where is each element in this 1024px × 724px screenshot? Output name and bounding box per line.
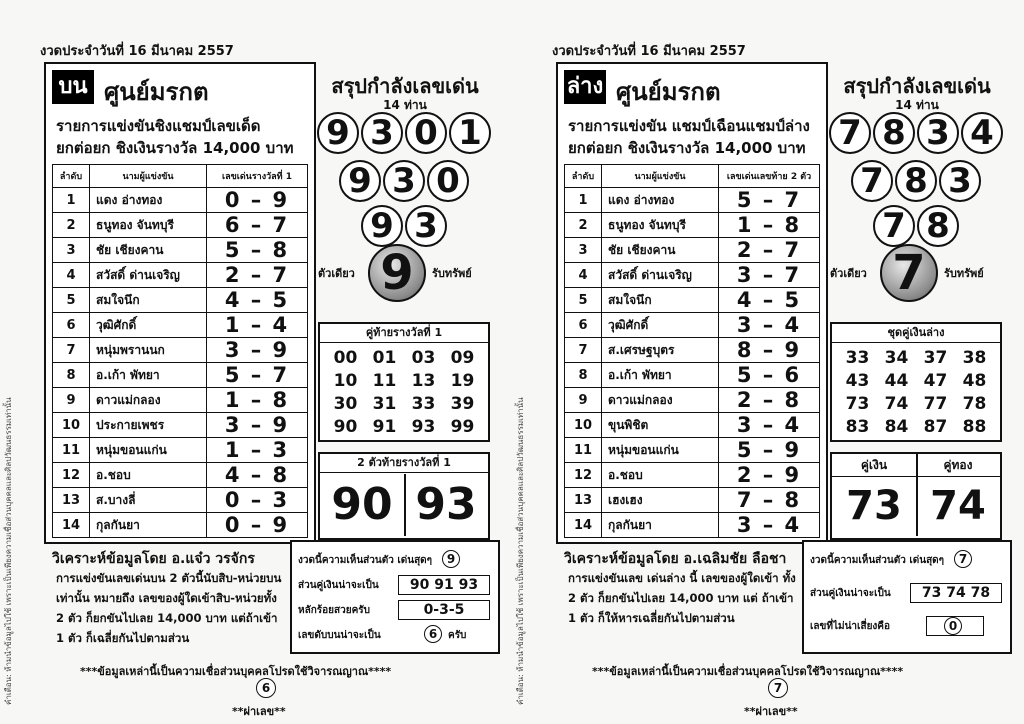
table-row [565,313,820,338]
grid-number: 43 [845,371,870,391]
table-row [53,413,308,438]
grid-number: 91 [372,417,397,437]
table-row [53,288,308,313]
tip-suffix: ครับ [448,630,467,641]
vertical-warning-note: คำเตือน: ห้ามนำข้อมูลไปใช้ เพราะเป็นเพียงความเชื่อส่วนบุคคลและศิลปวัฒนธรรมเท่านั้น [4,397,13,705]
table-row [53,238,308,263]
summary-count: 14 ท่าน [383,98,427,112]
row-number: 7 [53,338,90,363]
number-box-title: คู่ท้ายรางวัลที่ 1 [320,324,488,343]
row-number: 8 [53,363,90,388]
row-number: 5 [565,288,602,313]
contest-subtitle: รายการแข่งขัน แชมป์เฉือนแชมป์ล่าง [568,117,810,135]
table-row [53,388,308,413]
disclaimer: ***ข้อมูลเหล่านี้เป็นความเชื่อส่วนบุคคลโปรดใช้วิจารณญาณ**** [592,665,904,678]
contestant-pick: 2 – 9 [719,463,820,488]
grid-number: 13 [411,371,436,391]
contestant-pick: 3 – 7 [719,263,820,288]
pair-value: 90 [320,474,406,536]
tips-box [802,540,1012,654]
grid-number: 39 [450,394,475,414]
analysis-paragraph: การแข่งขันเลข เด่นล่าง นี้ เลขของผู้ใดเข้า ทั้ง 2 ตัว ก็ยกขันไปเลย 14,000 บาท แต่ ถ้าเข้า 1 ตัว ก็ให้หารเฉลี่ยกันไปตามส่วน [568,571,796,625]
contestant-pick: 7 – 8 [719,488,820,513]
pyramid-digit-ball: 4 [961,112,1003,154]
contestant-pick: 5 – 7 [207,363,308,388]
contestant-pick: 3 – 4 [719,413,820,438]
grid-number: 11 [372,371,397,391]
contestant-name: แดง อ่างทอง [90,188,207,213]
grid-number: 33 [411,394,436,414]
contestant-pick: 3 – 9 [207,413,308,438]
analysis-paragraph: การแข่งขันเลขเด่นบน 2 ตัวนี้นับสิบ-หน่วยบน เท่านั้น หมายถึง เลขของผู้ใดเข้าสิบ-หน่วยทั้ง 2 ตัว ก็ยกขันไปเลย 14,000 บาท แต่ถ้าเข้า 1 ตัว ก็เฉลี่ยกันไปตามส่วน [56,571,282,645]
contestant-name: ส.บางลี่ [90,488,207,513]
contest-prize-line: ยกต่อยก ชิงเงินรางวัล 14,000 บาท [568,139,806,157]
analysis-byline: วิเคราะห์ข้อมูลโดย อ.แจ๋ว วรจักร [52,551,255,567]
tip-label: งวดนี้ความเห็นส่วนตัว เด่นสุดๆ [298,555,433,566]
row-number: 4 [53,263,90,288]
pair-box-title: 2 ตัวท้ายรางวัลที่ 1 [320,454,488,473]
contestant-pick: 1 – 3 [207,438,308,463]
summary-title: สรุปกำลังเลขเด่น [843,74,991,98]
grid-number: 44 [884,371,909,391]
contestant-pick: 2 – 7 [719,238,820,263]
grid-number: 90 [333,417,358,437]
table-row [565,363,820,388]
pyramid-digit-ball: 1 [449,112,491,154]
pyramid-digit-ball: 7 [829,112,871,154]
section-tag: บน [52,70,94,104]
table-row [53,363,308,388]
row-number: 2 [565,213,602,238]
grid-number: 34 [884,348,909,368]
contestant-name: สวัสดิ์ ด่านเจริญ [90,263,207,288]
pyramid-digit-ball: 3 [939,160,981,202]
pyramid-digit-ball: 0 [427,160,469,202]
pyramid-digit-ball: 7 [873,205,915,247]
table-header-cell: เลขเด่นเลขท้าย 2 ตัว [719,165,820,188]
table-row [565,188,820,213]
pair-value: 74 [930,483,986,529]
row-number: 13 [565,488,602,513]
grid-number: 84 [884,417,909,437]
tip-label: ส่วนคู่เงินน่าจะเป็น [298,580,379,591]
table-row [53,463,308,488]
grid-number: 19 [450,371,475,391]
grid-number: 73 [845,394,870,414]
grid-number: 09 [450,348,475,368]
page-number: 6 [256,678,276,698]
row-number: 1 [53,188,90,213]
prize-label: รับทรัพย์ [432,267,472,280]
contestant-name: ส.เศรษฐบุตร [602,338,719,363]
grid-number: 03 [411,348,436,368]
row-number: 6 [53,313,90,338]
grid-number: 99 [450,417,475,437]
contestant-name: หนุ่มขอนแก่น [602,438,719,463]
vertical-warning-note: คำเตือน: ห้ามนำข้อมูลไปใช้ เพราะเป็นเพียงความเชื่อส่วนบุคคลและศิลปวัฒนธรรมเท่านั้น [516,397,525,705]
brand-footer: **ผ่าเลข** [232,705,286,718]
contest-prize-line: ยกต่อยก ชิงเงินรางวัล 14,000 บาท [56,139,294,157]
contestant-pick: 5 – 7 [719,188,820,213]
tip-label: งวดนี้ความเห็นส่วนตัว เด่นสุดๆ [810,555,945,566]
pyramid-digit-ball: 3 [917,112,959,154]
contestant-name: หนุ่มขอนแก่น [90,438,207,463]
solo-label: ตัวเดียว [318,267,355,280]
contestant-pick: 1 – 4 [207,313,308,338]
contestant-name: อ.ชอบ [90,463,207,488]
ranking-table [564,164,820,538]
contestant-name: ดาวแม่กลอง [602,388,719,413]
grid-number: 83 [845,417,870,437]
contestant-pick: 5 – 6 [719,363,820,388]
tip-label: หลักร้อยสวยครับ [298,605,370,616]
pair-head: คู่เงิน [832,454,918,477]
table-row [53,513,308,538]
table-header-cell: ลำดับ [53,165,90,188]
number-box-title: ชุดคู่เงินล่าง [832,324,1000,343]
contestant-pick: 0 – 3 [207,488,308,513]
row-number: 6 [565,313,602,338]
row-number: 7 [565,338,602,363]
pair-value: 93 [415,479,477,530]
pair-box [830,452,1002,540]
table-row [53,488,308,513]
page-number: 7 [768,678,788,698]
pyramid-digit-ball: 7 [851,160,893,202]
contestant-name: สวัสดิ์ ด่านเจริญ [602,263,719,288]
contestant-pick: 0 – 9 [207,188,308,213]
tip-label: ส่วนคู่เงินน่าจะเป็น [810,588,891,599]
table-row [53,313,308,338]
pair-head: คู่ทอง [916,454,1000,477]
tip-label: เลขดับบนน่าจะเป็น [298,630,381,641]
pyramid-digit-ball: 9 [361,205,403,247]
number-grid [832,343,1000,441]
summary-count: 14 ท่าน [895,98,939,112]
row-number: 12 [53,463,90,488]
pair-value: 73 [832,476,918,536]
contestant-name: เฮงเฮง [602,488,719,513]
row-number: 10 [53,413,90,438]
contestant-name: ธนูทอง จันทบุรี [90,213,207,238]
tip-box-value: 0-3-5 [398,600,490,620]
table-row [565,238,820,263]
contestant-pick: 4 – 5 [207,288,308,313]
contestant-pick: 5 – 8 [207,238,308,263]
contestant-name: ขุนพิชิต [602,413,719,438]
table-row [565,438,820,463]
row-number: 2 [53,213,90,238]
table-row [565,463,820,488]
contestant-name: อ.เก้า พัทยา [602,363,719,388]
row-number: 14 [565,513,602,538]
number-box [318,322,490,442]
tips-box [290,540,500,654]
grid-number: 00 [333,348,358,368]
contestant-name: ธนูทอง จันทบุรี [602,213,719,238]
grid-number: 87 [923,417,948,437]
center-name: ศูนย์มรกต [104,78,209,106]
grid-number: 01 [372,348,397,368]
center-name: ศูนย์มรกต [616,78,721,106]
issue-date: งวดประจำวันที่ 16 มีนาคม 2557 [552,44,746,59]
table-header-cell: เลขเด่นรางวัลที่ 1 [207,165,308,188]
grid-number: 74 [884,394,909,414]
contestant-pick: 3 – 4 [719,513,820,538]
contestant-pick: 1 – 8 [719,213,820,238]
solo-digit-ball: 9 [368,244,426,302]
contestant-name: หนุ่มพรานนก [90,338,207,363]
table-row [53,213,308,238]
table-row [565,513,820,538]
contestant-pick: 2 – 7 [207,263,308,288]
row-number: 8 [565,363,602,388]
pyramid-digit-ball: 8 [895,160,937,202]
issue-date: งวดประจำวันที่ 16 มีนาคม 2557 [40,44,234,59]
contestant-name: อ.ชอบ [602,463,719,488]
grid-number: 33 [845,348,870,368]
row-number: 14 [53,513,90,538]
table-row [565,263,820,288]
table-header-row [53,165,308,188]
tip-box-value: 90 91 93 [398,575,490,595]
grid-number: 77 [923,394,948,414]
grid-number: 31 [372,394,397,414]
contestant-pick: 0 – 9 [207,513,308,538]
grid-number: 37 [923,348,948,368]
contestant-name: ดาวแม่กลอง [90,388,207,413]
row-number: 1 [565,188,602,213]
contestant-name: วุฒิศักดิ์ [602,313,719,338]
pyramid-digit-ball: 3 [361,112,403,154]
row-number: 4 [565,263,602,288]
summary-title: สรุปกำลังเลขเด่น [331,74,479,98]
contestant-pick: 8 – 9 [719,338,820,363]
table-row [565,338,820,363]
contestant-name: ประกายเพชร [90,413,207,438]
contestant-name: กุลกันยา [90,513,207,538]
table-header-cell: ลำดับ [565,165,602,188]
row-number: 10 [565,413,602,438]
grid-number: 88 [962,417,987,437]
tip-ball-value: 9 [442,550,460,568]
disclaimer: ***ข้อมูลเหล่านี้เป็นความเชื่อส่วนบุคคลโปรดใช้วิจารณญาณ**** [80,665,392,678]
contestant-pick: 3 – 4 [719,313,820,338]
row-number: 12 [565,463,602,488]
row-number: 3 [565,238,602,263]
number-box [830,322,1002,442]
contestant-pick: 5 – 9 [719,438,820,463]
table-header-cell: นามผู้แข่งขัน [90,165,207,188]
grid-number: 10 [333,371,358,391]
tip-ball-value: 6 [424,625,442,643]
grid-number: 38 [962,348,987,368]
pyramid-digit-ball: 8 [917,205,959,247]
solo-label: ตัวเดียว [830,267,867,280]
contestant-pick: 4 – 8 [207,463,308,488]
section-tag: ล่าง [564,70,606,104]
pyramid-digit-ball: 3 [405,205,447,247]
table-header-row [565,165,820,188]
table-row [565,413,820,438]
table-row [53,188,308,213]
contestant-name: สมใจนึก [602,288,719,313]
page-right [512,0,1024,724]
grid-number: 78 [962,394,987,414]
tip-ball-value: 7 [954,550,972,568]
solo-digit-ball: 7 [880,244,938,302]
contestant-name: แดง อ่างทอง [602,188,719,213]
grid-number: 48 [962,371,987,391]
pyramid-digit-ball: 0 [405,112,447,154]
contestant-name: ชัย เชียงคาน [90,238,207,263]
grid-number: 93 [411,417,436,437]
contestant-name: สมใจนึก [90,288,207,313]
pyramid-digit-ball: 3 [383,160,425,202]
contestant-name: กุลกันยา [602,513,719,538]
brand-footer: **ผ่าเลข** [744,705,798,718]
table-row [565,488,820,513]
contestant-pick: 6 – 7 [207,213,308,238]
tip-ball-value: 0 [944,617,962,635]
contestant-pick: 2 – 8 [719,388,820,413]
pyramid-digit-ball: 9 [317,112,359,154]
analysis-byline: วิเคราะห์ข้อมูลโดย อ.เฉลิมชัย ลือชา [564,551,787,567]
table-row [53,263,308,288]
contestant-name: อ.เก้า พัทยา [90,363,207,388]
grid-number: 30 [333,394,358,414]
contestant-pick: 3 – 9 [207,338,308,363]
tip-label: เลขที่ไม่น่าเสี่ยงคือ [810,621,891,632]
contest-subtitle: รายการแข่งขันชิงแชมป์เลขเด็ด [56,117,261,135]
row-number: 3 [53,238,90,263]
table-row [565,213,820,238]
contestant-pick: 1 – 8 [207,388,308,413]
row-number: 9 [565,388,602,413]
number-grid [320,343,488,441]
contestant-name: วุฒิศักดิ์ [90,313,207,338]
row-number: 9 [53,388,90,413]
row-number: 11 [53,438,90,463]
contestant-name: ชัย เชียงคาน [602,238,719,263]
ranking-table [52,164,308,538]
row-number: 11 [565,438,602,463]
pyramid-digit-ball: 8 [873,112,915,154]
table-row [565,388,820,413]
table-row [53,438,308,463]
pair-box [318,452,490,540]
table-row [53,338,308,363]
table-header-cell: นามผู้แข่งขัน [602,165,719,188]
tip-box-value: 73 74 78 [910,583,1002,603]
row-number: 5 [53,288,90,313]
table-row [565,288,820,313]
pyramid-digit-ball: 9 [339,160,381,202]
contestant-pick: 4 – 5 [719,288,820,313]
grid-number: 47 [923,371,948,391]
row-number: 13 [53,488,90,513]
prize-label: รับทรัพย์ [944,267,984,280]
